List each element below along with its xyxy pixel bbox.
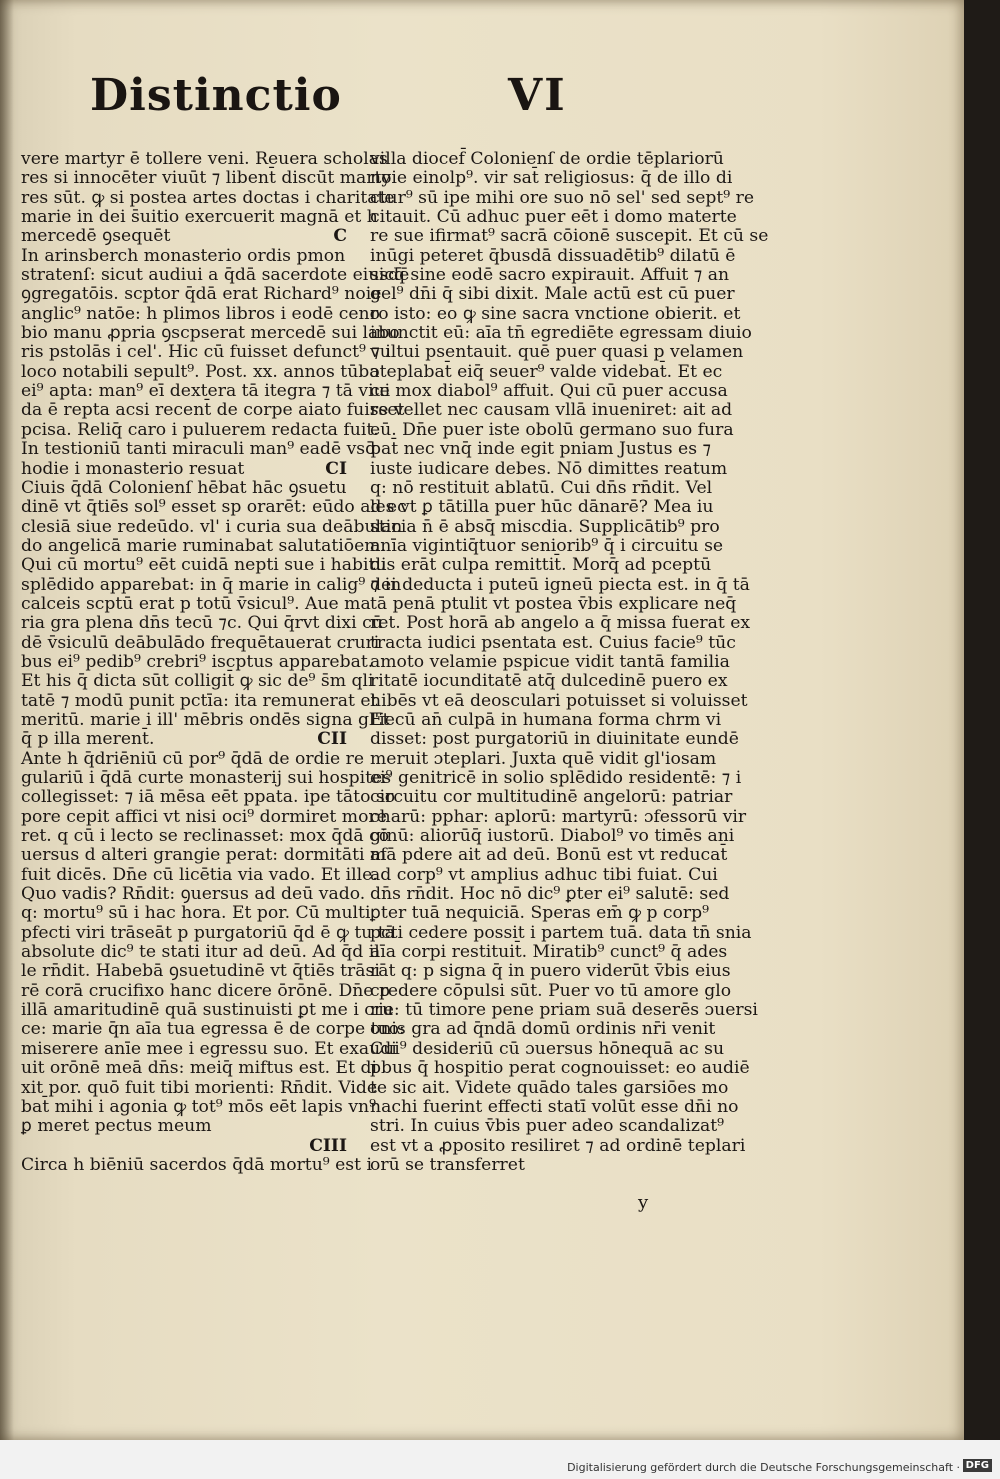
text-line	[370, 748, 717, 769]
text-line	[21, 1077, 378, 1098]
line-text: pbus q̄ hospitio perat cognouisset: eo audiē	[370, 1058, 750, 1079]
line-text: te sic ait. Videte quādo tales garsiōes mo	[370, 1077, 729, 1098]
line-text: le rn̄dit. Habebā ꝯsuetudinē vt q̄tiēs trāsi	[21, 961, 380, 982]
line-text: ei⁹ genitricē in solio splēdido residentē: ⁊ i	[370, 768, 742, 788]
line-text: ꝑter tuā nequiciā. Speras em̄ ꝙ p corp⁹	[370, 903, 710, 924]
line-text: q: nō restituit ablatū. Cui dn̄s rn̄dit. Vel	[370, 477, 713, 498]
text-line	[21, 845, 387, 866]
line-text: eū. Dn̄e puer iste obolū germano suo fura	[370, 419, 734, 440]
line-text: circuitu cor multitudinē angelorū: patriar	[370, 787, 733, 808]
line-text: xit por. quō fuit tibi morienti: Rn̄dit. Vide	[21, 1077, 378, 1098]
running-head	[90, 70, 870, 130]
line-text: ei⁹ apta: man⁹ eī dextera tā itegra ⁊ tā viui	[21, 381, 391, 402]
footer-credit: Digitalisierung gefördert durch die Deutsche Forschungsgemeinschaft ·	[567, 1461, 960, 1474]
text-line	[21, 1038, 397, 1059]
text-line	[21, 768, 392, 788]
line-text: splēdido apparebat: in q̄ marie in calig⁹ ⁊ in	[21, 574, 402, 595]
line-text: mercedē ꝯsequēt	[21, 226, 171, 247]
line-text: dinē vt q̄tiēs sol⁹ esset sp orarēt: eūdo ad ec	[21, 497, 407, 518]
text-line	[370, 187, 755, 208]
text-line	[370, 419, 734, 440]
line-text: stri. In cuius v̄bis puer adeo scandalizat⁹	[370, 1116, 724, 1137]
text-line	[21, 207, 378, 228]
line-text: absolute dic⁹ te stati itur ad deū. Ad q̄d il	[21, 942, 380, 963]
line-text: tā penā ptulit vt postea v̄bis explicare neq̄	[370, 593, 737, 614]
line-text: dn̄s rn̄dit. Hoc nō dic⁹ ꝑter ei⁹ salutē: sed	[370, 884, 730, 905]
line-text: loco notabili sepult⁹. Post. xx. annos tūba	[21, 361, 380, 382]
text-line	[370, 477, 713, 498]
text-line	[370, 806, 747, 827]
line-text: da ē repta acsi recent̄ de corpe aiato fuisset	[21, 400, 405, 421]
line-text: illā amaritudinē quā sustinuisti ꝑt me i cru	[21, 1000, 394, 1021]
line-text: ꝑ meret pectus meum	[21, 1116, 212, 1137]
text-line	[21, 247, 351, 266]
text-line	[21, 1019, 405, 1040]
line-text: credere cōpulsi sūt. Puer vo tū amore glo	[370, 980, 732, 1001]
dfg-logo: DFG	[963, 1459, 992, 1472]
line-text: ɔteplabat̄ eiq̄ seuer⁹ valde videbat̄. Et ec	[370, 361, 723, 382]
line-text: ctur⁹ sū ipe mihi ore suo nō sel' sed sept⁹ re	[370, 187, 755, 208]
text-line	[370, 207, 737, 228]
text-line	[21, 303, 380, 324]
text-line	[370, 458, 728, 479]
line-text: tracta iudici psentata est. Cuius facie⁹ tūc	[370, 632, 736, 653]
line-text: uersus d alteri grangie perat: dormitāti af	[21, 845, 387, 866]
line-text: ce: marie q̄n aīa tua egressa ē de corpe tuo:	[21, 1019, 405, 1040]
line-text: Ante h q̄driēniū cū por⁹ q̄dā de ordie re	[21, 748, 365, 769]
line-text: re sue ifirmat⁹ sacrā cōionē suscepit. Et cū se	[370, 226, 769, 247]
line-text: In arinsberch monasterio ordis pmon	[21, 245, 346, 266]
text-line	[370, 1000, 758, 1021]
text-line	[21, 651, 374, 672]
line-text: charū: pphar: aplorū: martyrū: ɔfessorū vir	[370, 806, 747, 827]
line-text: Ciuis q̄dā Colonienſ hēbat hāc ꝯsuetu	[21, 477, 347, 498]
line-text: ro isto: eo ꝙ sine sacra vnctione obierit. et	[370, 303, 741, 324]
text-line	[370, 651, 730, 672]
line-text: onis gra ad q̄ndā domū ordinis nr̄i venit	[370, 1019, 716, 1040]
line-text: villa diocef̄ Colonienſ de ordie tēplariorū	[370, 149, 724, 169]
text-line	[370, 671, 728, 692]
text-line	[21, 265, 410, 286]
line-text: fuit dicēs. Dn̄e cū licētia via vado. Et ille.	[21, 864, 378, 885]
line-text: ris pstolās i cel'. Hic cū fuisset defunct⁹ ⁊ i	[21, 342, 391, 363]
line-text: Cui⁹ desideriū cū ɔuersus hōnequā ac su	[370, 1038, 725, 1059]
text-line	[21, 1117, 351, 1136]
line-text: citauit. Cū adhuc puer eēt i domo materte	[370, 207, 737, 228]
text-line	[21, 632, 380, 653]
line-text: inūgi peteret q̄busdā dissuadētib⁹ dilatū ē	[370, 245, 736, 266]
line-text: hodie i monasterio resuat	[21, 458, 245, 479]
text-line	[370, 1077, 729, 1098]
text-line	[21, 903, 371, 924]
line-text: inunctit eū: aīa tn̄ egrediēte egressam diuio	[370, 323, 752, 344]
line-text: bio manu ꝓpria ꝯscpserat mercedē sui labo	[21, 323, 400, 344]
line-text: orū se transferret	[370, 1154, 525, 1175]
text-line	[370, 632, 736, 653]
line-text: ꝯgregatōis. scptor q̄dā erat Richard⁹ noie	[21, 284, 382, 305]
line-text: marie in dei s̄uitio exercuerit magnā et h	[21, 207, 378, 228]
text-line	[21, 980, 390, 1001]
line-text: miserere anīe mee i egressu suo. Et exaudi	[21, 1038, 397, 1059]
line-text: bat̄ nec vnq̄ inde egit pniam Justus es ⁊	[370, 439, 712, 460]
text-line	[370, 400, 733, 421]
text-line	[21, 1000, 394, 1021]
line-text: disset: post purgatoriū in diuinitate eundē	[370, 729, 739, 750]
line-text: rāt q: p signa q̄ in puero viderūt v̄bis eius	[370, 961, 731, 982]
text-line	[21, 400, 405, 421]
text-line	[21, 730, 351, 749]
line-text: vultui psentauit. quē puer quasi p velamen	[370, 342, 744, 363]
line-text: pcisa. Reliq̄ caro i puluerem redacta fuit.	[21, 419, 379, 440]
line-text: re vellet nec causam vllā inueniret: ait ad	[370, 400, 733, 421]
line-text: bus ei⁹ pedib⁹ crebri⁹ iscptus apparebat.	[21, 651, 374, 672]
line-text: anglic⁹ natōe: h plimos libros i eodē ceno	[21, 303, 380, 324]
running-head-word: Distinctio	[90, 70, 342, 121]
line-text: dē v̄siculū deābulādo frequētauerat cruri	[21, 632, 380, 653]
chapter-marker: CII	[317, 729, 347, 750]
text-line	[21, 149, 388, 169]
line-text: stratenſ: sicut audiui a q̄dā sacerdote eiusdē	[21, 265, 410, 286]
line-text: Et cū an̄ culpā in humana forma chrm vi	[370, 709, 722, 730]
line-text: ret. Post horā ab angelo a q̄ missa fuerat ex	[370, 613, 751, 634]
line-text: est vt a ꝓposito resiliret ⁊ ad ordinē teplari	[370, 1135, 746, 1156]
line-text: Quo vadis? Rn̄dit: ꝯuersus ad deū vado.	[21, 884, 366, 905]
line-text: ad corp⁹ vt amplius adhuc tibi fuiat. Cui	[370, 864, 718, 885]
text-line	[21, 284, 382, 305]
text-line	[21, 748, 365, 769]
line-text: ginū: aliorūq̄ iustorū. Diabol⁹ vo timēs ani	[370, 826, 735, 847]
text-line	[21, 227, 351, 246]
line-text: gulariū i q̄dā curte monasterij sui hospites	[21, 768, 392, 788]
line-text: do angelicā marie ruminabat salutatiōem.	[21, 535, 387, 556]
text-line	[21, 1096, 377, 1117]
text-line	[21, 439, 377, 460]
line-text: sicq̄ sine eodē sacro expirauit. Affuit ⁊ an	[370, 265, 730, 286]
text-line	[370, 381, 728, 402]
text-line	[21, 787, 396, 808]
text-line	[21, 806, 387, 827]
line-text: amoto velamie pspicue vidit tantā familia	[370, 651, 730, 672]
line-text: ritatē iocunditatē atq̄ dulcedinē puero ex	[370, 671, 728, 692]
text-line	[370, 574, 750, 595]
text-line	[21, 497, 407, 518]
text-line	[370, 942, 728, 963]
line-text: ret. q cū i lecto se reclinasset: mox q̄dā cō	[21, 826, 390, 847]
line-text: aīa corpi restituit̄. Miratib⁹ cunct⁹ q̄ ades	[370, 942, 728, 963]
chapter-marker: CI	[325, 458, 347, 479]
text-line	[21, 922, 395, 943]
text-line	[21, 864, 378, 885]
text-line	[370, 903, 710, 924]
line-text: pcti cedere possit i partem tuā. data tn̄ snia	[370, 922, 752, 943]
text-line	[21, 361, 380, 382]
line-text: rē corā crucifixo hanc dicere ōrōnē. Dn̄e p	[21, 980, 390, 1001]
line-text: bat̄ mihi i agonia ꝙ tot⁹ mōs eēt lapis vn⁹	[21, 1096, 377, 1117]
text-line	[21, 1137, 351, 1156]
line-text: calceis scptū erat p totū v̄sicul⁹. Aue ma	[21, 593, 371, 614]
text-line	[21, 671, 374, 692]
text-line	[370, 864, 718, 885]
text-line	[370, 361, 723, 382]
text-line	[21, 709, 395, 730]
text-column-right	[370, 149, 769, 1175]
text-line	[21, 613, 383, 634]
text-line	[370, 1116, 724, 1137]
chapter-marker: C	[333, 226, 347, 247]
text-line	[370, 265, 730, 286]
text-line	[370, 168, 733, 189]
text-line	[21, 826, 390, 847]
text-line	[21, 535, 387, 556]
line-text: noie einolp⁹. vir sat̄ religiosus: q̄ de illo di	[370, 168, 733, 189]
text-line	[370, 323, 752, 344]
text-line	[21, 187, 395, 208]
line-text: pfecti viri trāseāt p purgatoriū q̄d ē ꝙ tu tā	[21, 922, 395, 943]
text-line	[370, 1135, 746, 1156]
text-line	[21, 516, 403, 537]
text-line	[370, 980, 732, 1001]
text-line	[370, 1019, 716, 1040]
line-text: dei deducta i puteū igneū piecta est. in q̄ tā	[370, 574, 750, 595]
line-text: ce mox diabol⁹ affuit. Qui cū puer accusa	[370, 381, 728, 402]
text-line	[21, 342, 391, 363]
text-line	[21, 690, 378, 711]
text-line	[370, 1058, 750, 1079]
line-text: res si innocēter viuūt ⁊ libent̄ discūt marty	[21, 168, 392, 189]
text-line	[370, 884, 730, 905]
line-text: gel⁹ dn̄i q̄ sibi dixit. Male actū est cū puer	[370, 284, 735, 305]
text-line	[21, 574, 402, 595]
text-line	[370, 555, 712, 576]
line-text: iuste iudicare debes. Nō dimittes reatum	[370, 458, 728, 479]
line-text: res sūt. ꝙ si postea artes doctas i charitate	[21, 187, 395, 208]
line-text: Circa h biēniū sacerdos q̄dā mortu⁹ est i	[21, 1154, 372, 1175]
text-line	[21, 168, 392, 189]
text-line	[370, 535, 724, 556]
text-line	[370, 729, 739, 750]
text-line	[21, 1058, 377, 1079]
text-line	[21, 555, 387, 576]
text-line	[370, 961, 731, 982]
text-line	[21, 460, 351, 479]
text-line	[21, 1154, 372, 1175]
text-line	[21, 381, 391, 402]
text-line	[370, 149, 724, 169]
line-text: pore cepit affici vt nisi oci⁹ dormiret more	[21, 806, 387, 827]
text-line	[21, 419, 379, 440]
line-text: meruit ɔteplari. Juxta quē vidit gl'iosam	[370, 748, 717, 769]
text-line	[370, 768, 742, 788]
text-column-left	[21, 149, 410, 1175]
text-line	[370, 613, 751, 634]
line-text: anīa vigintiq̄tuor seniorib⁹ q̄ i circuitu se	[370, 535, 724, 556]
signature-mark: y	[638, 1192, 649, 1213]
text-line	[21, 479, 351, 498]
running-head-numeral: VI	[508, 70, 567, 121]
line-text: mā pdere ait ad deū. Bonū est vt reducat̄	[370, 845, 728, 866]
text-line	[370, 1156, 692, 1175]
line-text: q̄ p illa merent̄.	[21, 729, 155, 750]
line-text: In testioniū tanti miraculi man⁹ eadē vsq̄	[21, 439, 377, 460]
line-text: dis erāt culpa remittit̄. Morq̄ ad pceptū	[370, 555, 712, 576]
text-line	[370, 1038, 725, 1059]
text-line	[370, 284, 735, 305]
text-line	[21, 961, 380, 982]
line-text: q: mortu⁹ sū i hac hora. Et por. Cū multi	[21, 903, 371, 924]
line-text: hibēs vt eā deosculari potuisset si voluisset	[370, 690, 748, 711]
line-text: les vt ꝑ tātilla puer hūc dānarē? Mea iu	[370, 497, 714, 518]
line-text: ria gra plena dn̄s tecū ⁊c. Qui q̄rvt dixi cū	[21, 613, 383, 634]
text-line	[370, 516, 720, 537]
line-text: Et his q̄ dicta sūt colligit̄ ꝙ sic de⁹ s̄m qli	[21, 671, 374, 692]
text-line	[370, 342, 744, 363]
text-line	[370, 1096, 739, 1117]
text-line	[21, 323, 400, 344]
text-line	[21, 884, 366, 905]
text-line	[370, 787, 733, 808]
chapter-marker: CIII	[309, 1135, 347, 1156]
line-text: tatē ⁊ modū punit pctīa: ita remunerat et	[21, 690, 378, 711]
line-text: clesiā siue redeūdo. vl' i curia sua deābulan	[21, 516, 403, 537]
line-text: nachi fuerint effecti statī volūt esse dn̄i no	[370, 1096, 739, 1117]
text-line	[370, 826, 735, 847]
text-line	[370, 303, 741, 324]
text-line	[370, 439, 712, 460]
text-line	[370, 226, 769, 247]
text-line	[370, 845, 728, 866]
line-text: meritū. marie i ill' mēbris ondēs signa gl'ie	[21, 709, 395, 730]
text-line	[21, 593, 371, 614]
text-line	[370, 497, 714, 518]
text-line	[370, 709, 722, 730]
text-line	[370, 593, 737, 614]
line-text: vere martyr ē tollere veni. Reuera scholas	[21, 149, 388, 169]
line-text: rie: tū timore pene priam suā deserēs ɔuersi	[370, 1000, 758, 1021]
line-text: Qui cū mortu⁹ eēt cuidā nepti sue i habitu	[21, 555, 387, 576]
text-line	[370, 690, 748, 711]
line-text: collegisset: ⁊ iā mēsa eēt ppata. ipe tāto so	[21, 787, 396, 808]
line-text: sticia n̄ ē absq̄ miscdia. Supplicātib⁹ pro	[370, 516, 720, 537]
text-line	[21, 942, 380, 963]
line-text: uit orōnē meā dn̄s: meiq̄ miftus est. Et di	[21, 1058, 377, 1079]
text-line	[370, 245, 736, 266]
text-line	[370, 922, 752, 943]
